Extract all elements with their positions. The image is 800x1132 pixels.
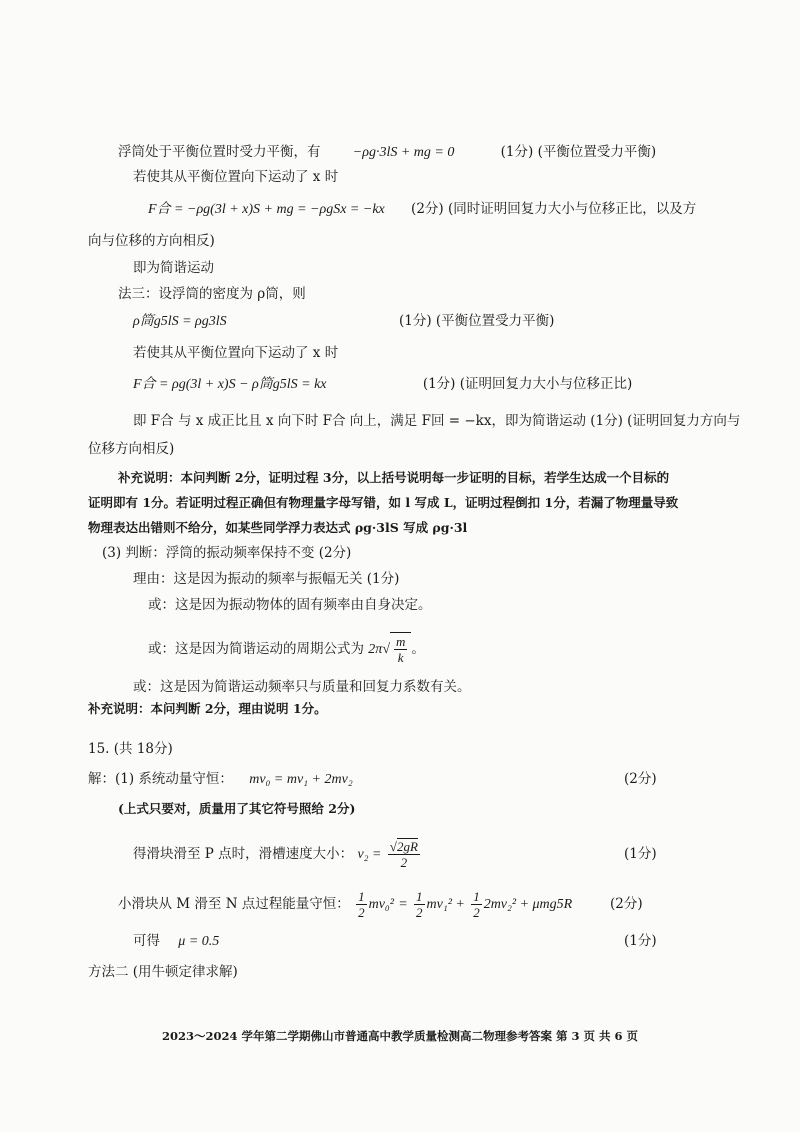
score-note: (1分) (平衡位置受力平衡) <box>500 144 657 160</box>
supplementary-note: 补充说明：本问判断 2分，证明过程 3分，以上括号说明每一步证明的目标，若学生达成一个目标的 <box>118 470 670 485</box>
score-note: (1分) (平衡位置受力平衡) <box>398 313 555 329</box>
text-line: 即为简谐运动 <box>133 260 214 276</box>
score-note: (2分) <box>624 771 657 787</box>
score-note: (1分) <box>624 846 657 862</box>
result-equation: μ = 0.5 <box>178 934 220 949</box>
score-note: (2分) <box>610 896 643 912</box>
momentum-equation: mv₀ = mv₁ + 2mv₂ <box>249 772 353 787</box>
text-line: 即 F合 与 x 成正比且 x 向下时 F合 向上，满足 F回 = −kx，即为简谐运动 (1分) (证明回复力方向与 <box>133 413 741 429</box>
judgement-line: (3) 判断：浮筒的振动频率保持不变 (2分) <box>102 545 352 561</box>
net-force-line <box>133 375 632 394</box>
velocity-fraction: $\frac{√2gR}{2}$ <box>389 839 418 870</box>
supplementary-note: 物理表达出错则不给分，如某些同学浮力表达式 ρg·3lS 写成 ρg·3l <box>88 520 468 535</box>
method-three-heading: 法三：设浮筒的密度为 ρ筒，则 <box>118 286 306 302</box>
restoring-force-line <box>148 200 696 219</box>
reason-line: 或：这是因为简谐运动频率只与质量和回复力系数有关。 <box>133 679 471 695</box>
reason-line: 或：这是因为振动物体的固有频率由自身决定。 <box>148 597 432 613</box>
period-formula-line: 或：这是因为简谐运动的周期公式为 2π√ $\frac{m}{k}$ 。 <box>148 632 425 667</box>
density-line <box>133 312 554 331</box>
momentum-line: 解：(1) 系统动量守恒： mv₀ = mv₁ + 2mv₂ <box>88 771 353 787</box>
score-note: (1分) (证明回复力大小与位移正比) <box>422 376 633 392</box>
sqrt-formula: √ $\frac{m}{k}$ <box>382 632 411 667</box>
density-equation: ρ筒g5lS = ρg3lS <box>133 314 227 329</box>
question-15-heading: 15. (共 18分) <box>88 741 173 757</box>
text-line: 若使其从平衡位置向下运动了 x 时 <box>133 169 339 185</box>
supplementary-note: (上式只要对，质量用了其它符号照给 2分) <box>118 801 356 816</box>
score-note: (2分) (同时证明回复力大小与位移正比，以及方 <box>411 201 697 217</box>
result-line: 可得 μ = 0.5 <box>133 933 220 949</box>
text-line: 若使其从平衡位置向下运动了 x 时 <box>133 345 339 361</box>
supplementary-note: 补充说明：本问判断 2分，理由说明 1分。 <box>88 701 327 716</box>
score-note: (1分) <box>624 933 657 949</box>
net-force-equation: F合 = ρg(3l + x)S − ρ筒g5lS = kx <box>133 377 327 392</box>
method-two-heading: 方法二 (用牛顿定律求解) <box>88 964 238 980</box>
page-footer: 2023～2024 学年第二学期佛山市普通高中教学质量检测高二物理参考答案 第 3 页 共 6 页 <box>161 1029 639 1043</box>
text-line: 位移方向相反) <box>88 441 175 457</box>
equilibrium-statement: 浮筒处于平衡位置时受力平衡，有 −ρg·3lS + mg = 0 (1分) (平衡位置受力平衡) <box>118 144 657 160</box>
restoring-force-equation: F合 = −ρg(3l + x)S + mg = −ρgSx = −kx <box>148 202 385 217</box>
reason-line: 理由：这是因为振动的频率与振幅无关 (1分) <box>133 571 400 587</box>
energy-line: 小滑块从 M 滑至 N 点过程能量守恒： $\frac{1}{2}$ mv₀² = $\frac{1}{2}$ mv₁² + $\frac{1}{2}$ 2mv₂² + μmg5R <box>118 889 573 920</box>
supplementary-note: 证明即有 1分。若证明过程正确但有物理量字母写错，如 l 写成 L，证明过程倒扣 1分，若漏了物理量导致 <box>88 495 679 510</box>
text-line: 向与位移的方向相反) <box>88 233 215 249</box>
velocity-line: 得滑块滑至 P 点时，滑槽速度大小： v₂ = $\frac{√2gR}{2}$ <box>133 839 418 870</box>
equilibrium-equation: −ρg·3lS + mg = 0 <box>352 145 455 160</box>
